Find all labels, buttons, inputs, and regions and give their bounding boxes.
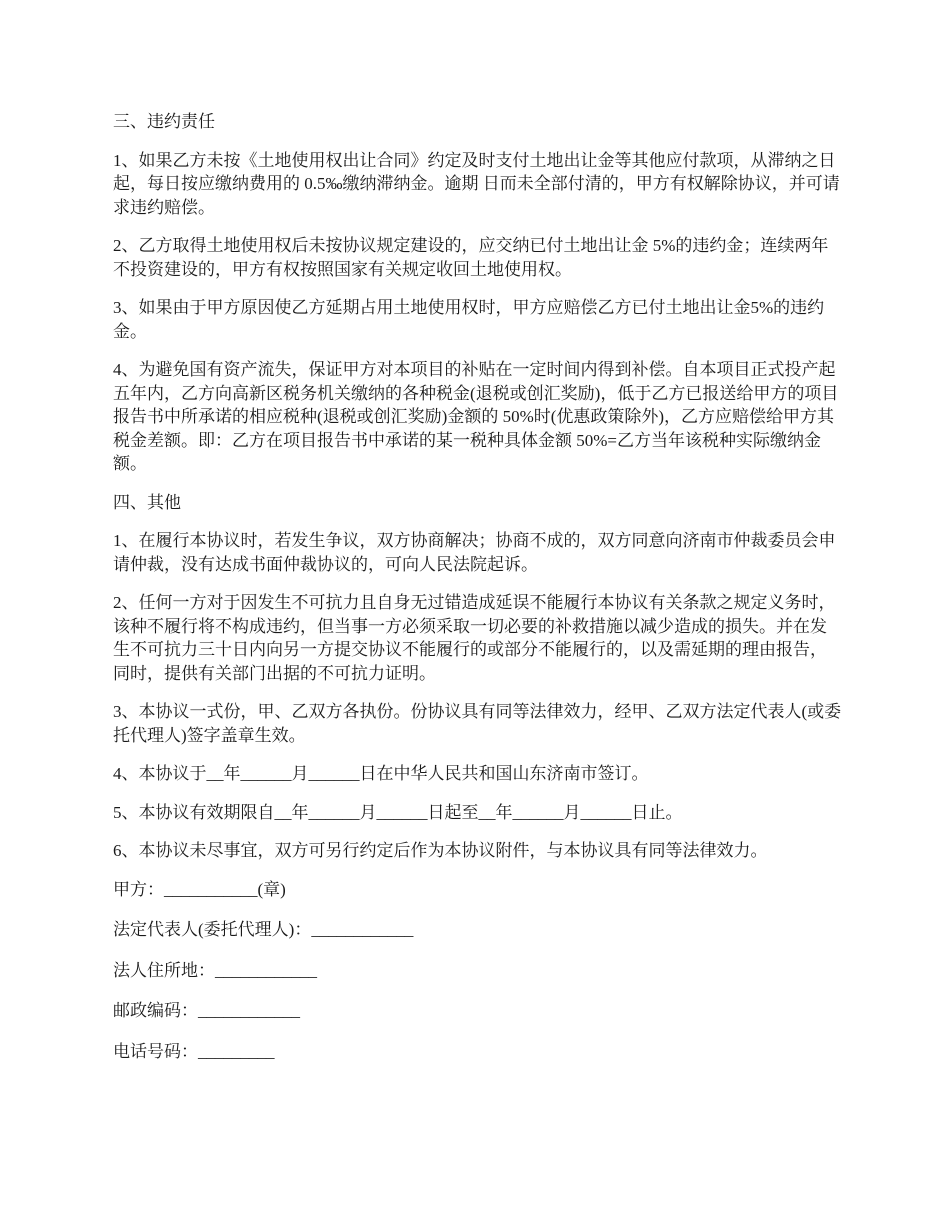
section-heading-breach: 三、违约责任 [113,112,215,131]
signature-postcode: 邮政编码：____________ [113,1001,300,1020]
clause-4-6: 6、本协议未尽事宜，双方可另行约定后作为本协议附件，与本协议具有同等法律效力。 [113,841,768,860]
signature-phone: 电话号码：_________ [113,1041,275,1061]
clause-4-3: 3、本协议一式份，甲、乙双方各执份。份协议具有同等法律效力，经甲、乙双方法定代表人(或委托代理人)签字盖章生效。 [113,702,842,745]
signature-party-a: 甲方：___________(章) [113,879,286,899]
clause-4-5: 5、本协议有效期限自__年______月______日起至__年______月______日止。 [113,802,683,822]
clause-3-1: 1、如果乙方未按《土地使用权出让合同》约定及时支付土地出让金等其他应付款项，从滞纳之日起，每日按应缴纳费用的 0.5‰缴纳滞纳金。逾期 日而未全部付清的，甲方有权解除协议，并可请求违约赔偿。 [113,150,840,217]
clause-3-3: 3、如果由于甲方原因使乙方延期占用土地使用权时，甲方应赔偿乙方已付土地出让金5%的违约金。 [113,298,825,341]
document-page [113,110,843,1080]
clause-4-4: 4、本协议于__年______月______日在中华人民共和国山东济南市签订。 [113,764,649,783]
signature-address: 法人住所地：____________ [113,960,317,980]
signature-legal-rep: 法定代表人(委托代理人)：____________ [113,920,414,939]
clause-3-4: 4、为避免国有资产流失，保证甲方对本项目的补贴在一定时间内得到补偿。自本项目正式投产起五年内，乙方向高新区税务机关缴纳的各种税金(退税或创汇奖励)，低于乙方已报送给甲方的项目报告书中所承诺的相应税种(退税或创汇奖励)金额的 50%时(优惠政策除外)，乙方应赔偿给甲方其税金差额。即：乙方在项目报告书中承诺的某一税种具体金额 50%=乙方当年该税种实际缴纳金额。 [113,360,839,473]
clause-4-1: 1、在履行本协议时，若发生争议，双方协商解决；协商不成的，双方同意向济南市仲裁委员会申请仲裁，没有达成书面仲裁协议的，可向人民法院起诉。 [113,531,836,574]
section-heading-other: 四、其他 [113,492,181,512]
clause-3-2: 2、乙方取得土地使用权后未按协议规定建设的，应交纳已付土地出让金 5%的违约金；连续两年不投资建设的，甲方有权按照国家有关规定收回土地使用权。 [113,236,829,279]
clause-4-2: 2、任何一方对于因发生不可抗力且自身无过错造成延误不能履行本协议有关条款之规定义务时，该种不履行将不构成违约，但当事一方必须采取一切必要的补救措施以减少造成的损失。并在发生不可抗力三十日内向另一方提交协议不能履行的或部分不能履行的，以及需延期的理由报告，同时，提供有关部门出据的不可抗力证明。 [113,593,836,683]
